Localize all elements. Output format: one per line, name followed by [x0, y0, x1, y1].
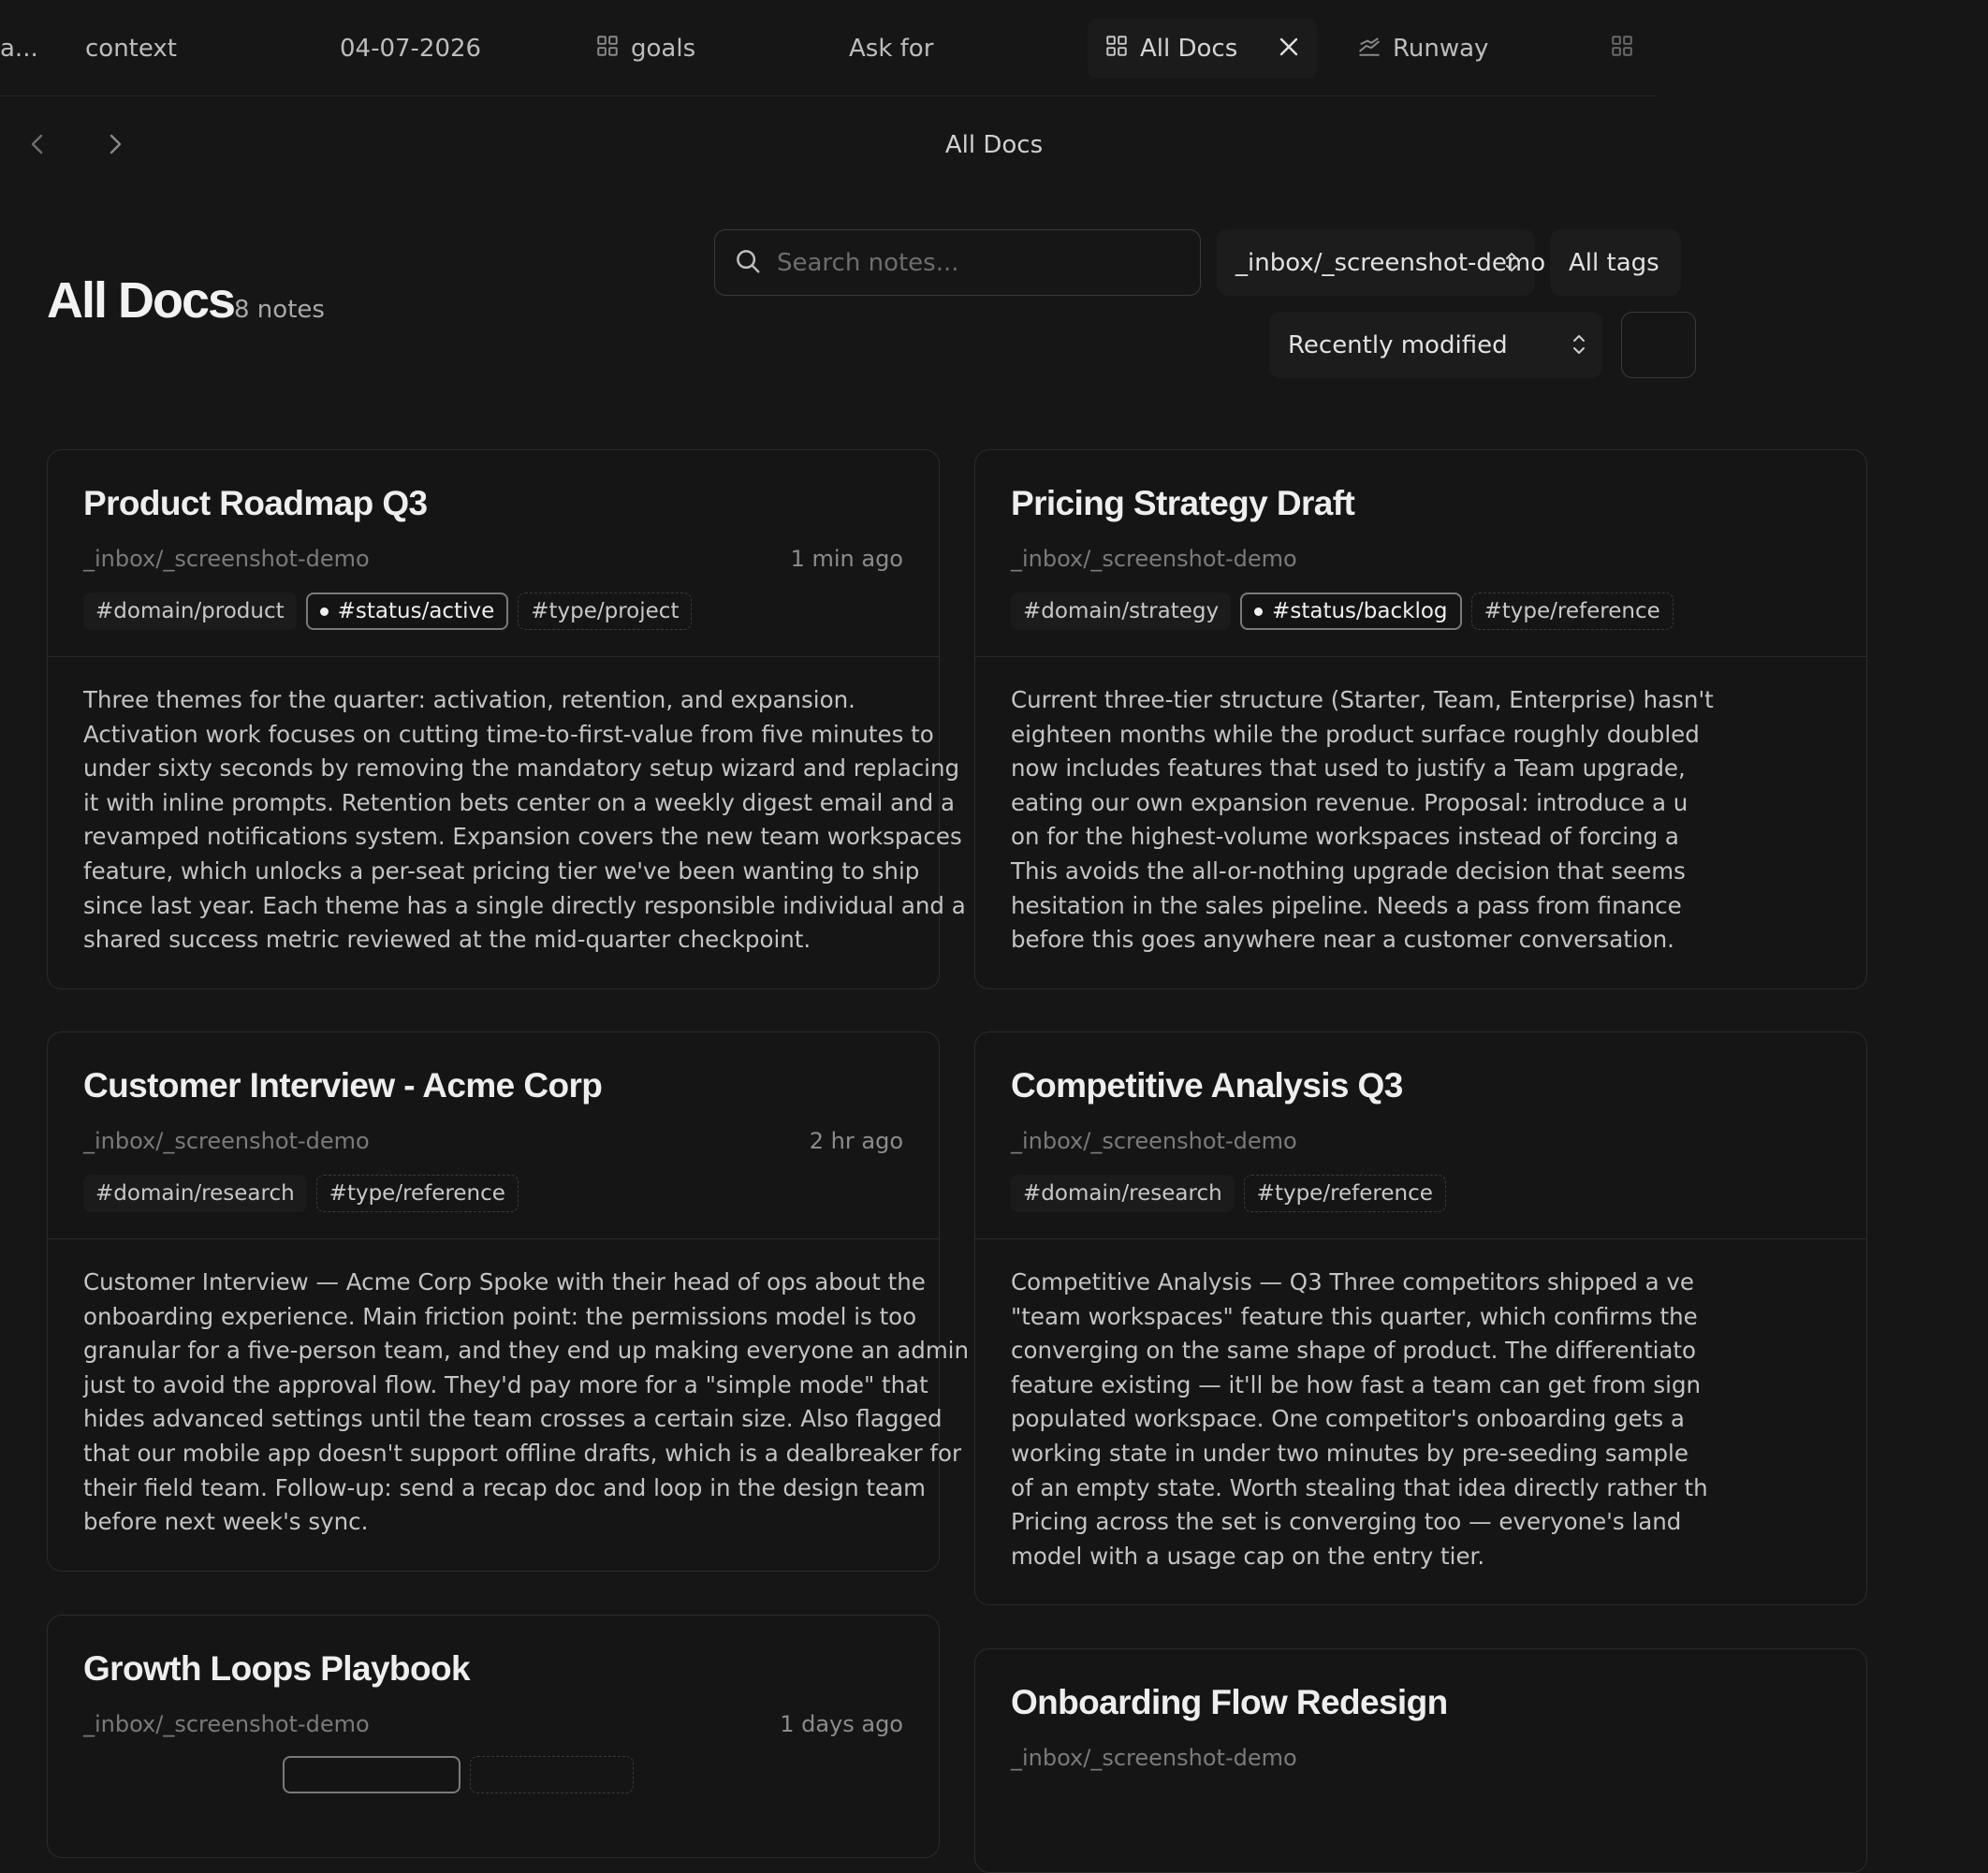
excerpt-line: "team workspaces" feature this quarter, which confirms the [1011, 1302, 1698, 1330]
excerpt-line: revamped notifications system. Expansion covers the new team workspaces [83, 823, 962, 851]
note-card[interactable] [47, 1032, 970, 1572]
note-card[interactable] [47, 1615, 940, 1858]
note-excerpt [48, 1239, 970, 1568]
card-header [975, 450, 1866, 657]
tab-ask-for[interactable] [849, 19, 933, 79]
tab-goals[interactable] [595, 19, 695, 79]
note-title[interactable]: Customer Interview - Acme Corp [83, 1066, 603, 1105]
tag-filter-value: All tags [1569, 248, 1659, 277]
note-title[interactable]: Growth Loops Playbook [83, 1649, 470, 1688]
chevron-updown-icon [1571, 332, 1587, 363]
sort-value: Recently modified [1288, 330, 1508, 359]
tab-runway[interactable] [1357, 19, 1488, 79]
tag-label: #status/active [337, 599, 495, 623]
tag-chip[interactable]: #domain/research [1011, 1175, 1235, 1212]
note-path: _inbox/_screenshot-demo [83, 1711, 370, 1737]
excerpt-line: just to avoid the approval flow. They'd pay more for a "simple mode" that [83, 1370, 928, 1398]
excerpt-line: on for the highest-volume workspaces instead of forcing a [1011, 823, 1679, 851]
grid-icon [1104, 34, 1129, 65]
tab-date[interactable] [340, 19, 481, 79]
excerpt-line: since last year. Each theme has a single directly responsible individual and a [83, 891, 966, 919]
tag-chip[interactable]: #type/reference [1244, 1175, 1446, 1212]
card-header [48, 450, 939, 657]
tab-label: Runway [1393, 35, 1489, 63]
tag-list [83, 1175, 903, 1212]
tab-a[interactable] [0, 19, 38, 79]
note-excerpt [975, 657, 1866, 986]
nav-bar [0, 97, 1657, 195]
excerpt-line: eighteen months while the product surface roughly doubled [1011, 720, 1700, 748]
close-tab-button[interactable] [1275, 32, 1303, 66]
runway-icon [1357, 34, 1381, 65]
tag-list [1011, 593, 1831, 630]
tab-label: All Docs [1140, 35, 1238, 63]
folder-filter-select[interactable] [1217, 229, 1546, 296]
note-count: 8 notes [234, 296, 325, 324]
tag-filter-select[interactable] [1550, 229, 1681, 296]
note-time: 1 days ago [780, 1711, 903, 1737]
grid-icon [1610, 34, 1634, 65]
tag-label: #status/backlog [1272, 599, 1448, 623]
excerpt-line: populated workspace. One competitor's onboarding gets a [1011, 1405, 1685, 1433]
note-card[interactable] [47, 449, 966, 989]
tab-bar [0, 0, 1657, 96]
excerpt-line: under sixty seconds by removing the mandatory setup wizard and replacing [83, 754, 960, 783]
excerpt-line: of an empty state. Worth stealing that idea directly rather th [1011, 1473, 1708, 1501]
sort-select[interactable] [1269, 312, 1602, 378]
excerpt-line: that our mobile app doesn't support offline drafts, which is a dealbreaker for [83, 1439, 962, 1467]
excerpt-line: Competitive Analysis — Q3 Three competitors shipped a ve [1011, 1268, 1694, 1295]
tag-chip[interactable]: #domain/research [83, 1175, 307, 1212]
excerpt-line: Three themes for the quarter: activation, retention, and expansion. [83, 686, 855, 713]
excerpt-line: now includes features that used to justify a Team upgrade, [1011, 754, 1686, 783]
close-icon [1278, 36, 1300, 62]
view-title: All Docs [944, 131, 1044, 159]
excerpt-line: Activation work focuses on cutting time-to-first-value from five minutes to [83, 720, 934, 748]
note-path: _inbox/_screenshot-demo [83, 546, 370, 572]
excerpt-line: onboarding experience. Main friction point: the permissions model is too [83, 1302, 917, 1330]
excerpt-line: converging on the same shape of product. The differentiato [1011, 1337, 1696, 1365]
excerpt-line: feature, which unlocks a per-seat pricing tier we've been wanting to ship [83, 856, 920, 885]
note-path: _inbox/_screenshot-demo [1011, 1128, 1297, 1154]
excerpt-line: Pricing across the set is converging too — everyone's land [1011, 1508, 1682, 1536]
note-title[interactable]: Onboarding Flow Redesign [1011, 1683, 1448, 1721]
card-header [975, 1649, 1866, 1856]
status-tag-chip[interactable] [306, 593, 509, 630]
search-icon [734, 247, 762, 279]
excerpt-line: Current three-tier structure (Starter, Team, Enterprise) hasn't [1011, 686, 1714, 713]
note-time: 2 hr ago [809, 1128, 903, 1154]
chevron-updown-icon [1503, 250, 1520, 281]
excerpt-line: working state in under two minutes by pre-seeding sample [1011, 1439, 1688, 1467]
tag-chip[interactable] [470, 1756, 634, 1793]
excerpt-line: hides advanced settings until the team crosses a certain size. Also flagged [83, 1405, 943, 1433]
tag-chip[interactable]: #domain/product [83, 593, 297, 630]
tag-list [83, 1756, 903, 1793]
note-excerpt [48, 657, 966, 986]
folder-filter-value: _inbox/_screenshot-demo [1235, 248, 1546, 277]
note-path: _inbox/_screenshot-demo [83, 1128, 370, 1154]
excerpt-line: Customer Interview — Acme Corp Spoke with their head of ops about the [83, 1268, 926, 1295]
search-field[interactable] [714, 229, 1201, 296]
grid-icon [595, 34, 620, 65]
status-dot-icon [1254, 607, 1263, 616]
tag-chip[interactable]: #type/project [518, 593, 692, 630]
card-header [48, 1032, 939, 1239]
status-tag-chip[interactable] [283, 1756, 460, 1793]
status-dot-icon [320, 607, 329, 616]
tab-overflow[interactable] [1610, 19, 1634, 79]
tab-label: context [85, 35, 177, 63]
excerpt-line: hesitation in the sales pipeline. Needs a pass from finance [1011, 891, 1682, 919]
search-input[interactable] [777, 249, 1151, 277]
tag-chip[interactable]: #type/reference [1471, 593, 1674, 630]
note-title[interactable]: Pricing Strategy Draft [1011, 484, 1355, 522]
note-path: _inbox/_screenshot-demo [1011, 1745, 1297, 1771]
tag-list [83, 593, 903, 630]
card-header [975, 1032, 1866, 1239]
note-title[interactable]: Competitive Analysis Q3 [1011, 1066, 1403, 1105]
tag-chip[interactable]: #domain/strategy [1011, 593, 1231, 630]
note-card[interactable] [974, 1648, 1867, 1873]
excerpt-line: feature existing — it'll be how fast a team can get from sign [1011, 1370, 1702, 1398]
tab-label: 04-07-2026 [340, 35, 482, 63]
tab-label: Ask for [849, 35, 934, 63]
excerpt-line: it with inline prompts. Retention bets center on a weekly digest email and a [83, 788, 956, 816]
tag-chip[interactable]: #type/reference [316, 1175, 519, 1212]
tab-label: goals [631, 35, 696, 63]
page-title: All Docs [47, 272, 235, 329]
note-time: 1 min ago [790, 546, 903, 572]
excerpt-line: before this goes anywhere near a customer conversation. [1011, 926, 1674, 954]
tab-label: a... [0, 35, 38, 63]
excerpt-line: model with a usage cap on the entry tier. [1011, 1542, 1485, 1570]
tab-context[interactable] [85, 19, 177, 79]
note-path: _inbox/_screenshot-demo [1011, 546, 1297, 572]
card-header [48, 1616, 939, 1822]
excerpt-line: before next week's sync. [83, 1508, 369, 1536]
note-card[interactable] [974, 449, 1867, 989]
view-toggle-button[interactable] [1621, 312, 1696, 378]
tag-list [1011, 1175, 1831, 1212]
status-tag-chip[interactable] [1240, 593, 1461, 630]
note-title[interactable]: Product Roadmap Q3 [83, 484, 428, 522]
excerpt-line: This avoids the all-or-nothing upgrade decision that seems [1011, 856, 1686, 885]
note-excerpt [975, 1239, 1866, 1602]
excerpt-line: their field team. Follow-up: send a recap doc and loop in the design team [83, 1473, 926, 1501]
excerpt-line: eating our own expansion revenue. Proposal: introduce a u [1011, 788, 1688, 816]
note-card[interactable] [974, 1032, 1867, 1605]
excerpt-line: granular for a five-person team, and they end up making everyone an admin [83, 1337, 970, 1365]
excerpt-line: shared success metric reviewed at the mid-quarter checkpoint. [83, 926, 811, 954]
